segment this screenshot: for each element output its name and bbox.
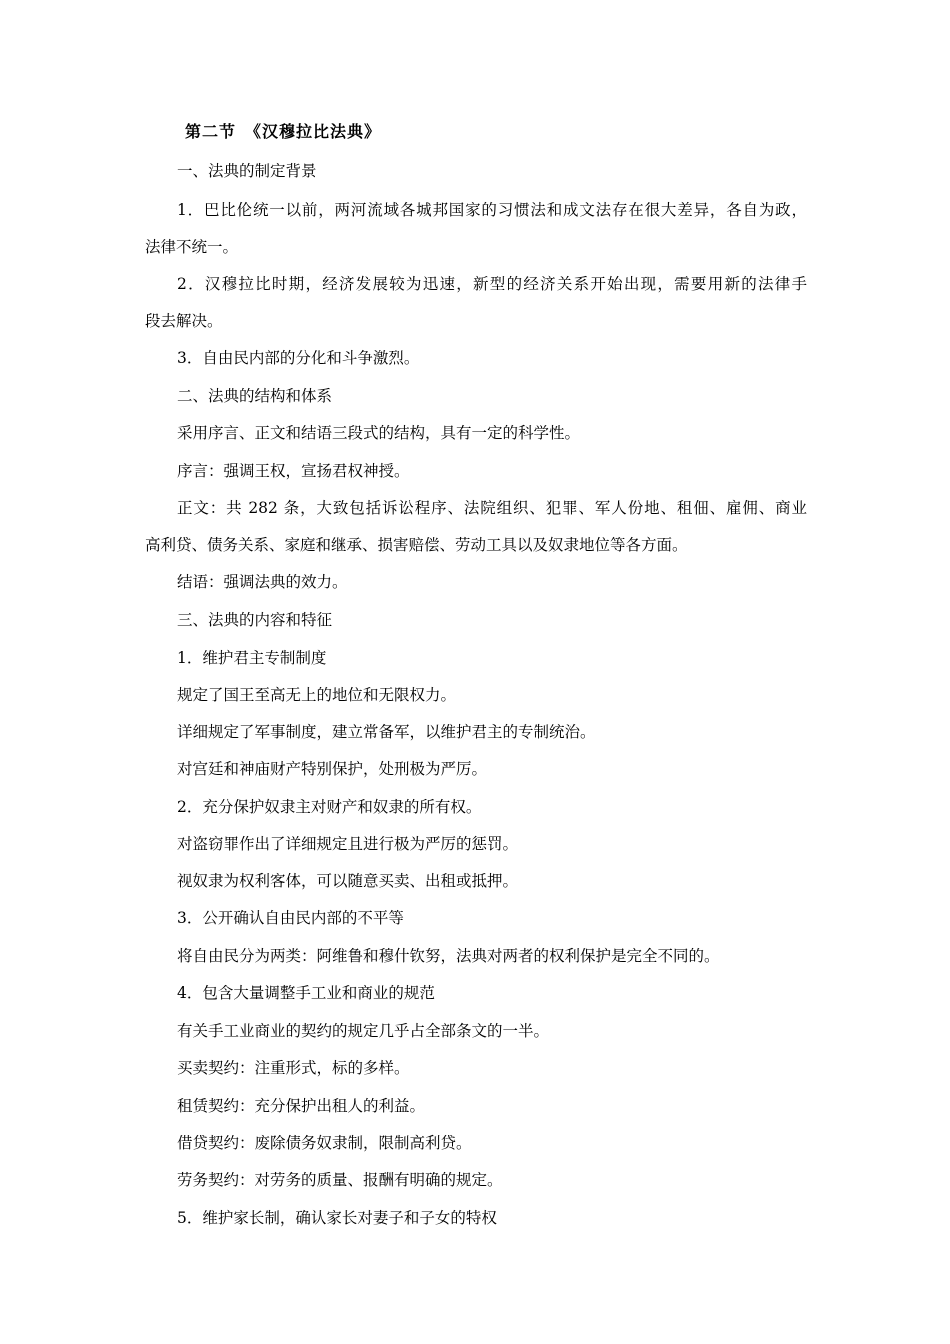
heading-content: 三、法典的内容和特征	[177, 611, 333, 629]
paragraph-3: 3．自由民内部的分化和斗争激烈。	[177, 349, 420, 367]
item-4-d: 借贷契约：废除债务奴隶制，限制高利贷。	[177, 1134, 472, 1152]
main-text-line-2: 高利贷、债务关系、家庭和继承、损害赔偿、劳动工具以及奴隶地位等各方面。	[145, 536, 688, 554]
item-3: 3．公开确认自由民内部的不平等	[177, 909, 404, 927]
item-3-a: 将自由民分为两类：阿维鲁和穆什钦努，法典对两者的权利保护是完全不同的。	[177, 947, 720, 965]
paragraph-2-line-2: 段去解决。	[145, 312, 223, 330]
item-2-a: 对盗窃罪作出了详细规定且进行极为严厉的惩罚。	[177, 835, 519, 853]
item-1-b: 详细规定了军事制度，建立常备军，以维护君主的专制统治。	[177, 723, 596, 741]
item-1-a: 规定了国王至高无上的地位和无限权力。	[177, 686, 457, 704]
heading-structure: 二、法典的结构和体系	[177, 387, 333, 405]
paragraph-2-line-1: 2．汉穆拉比时期，经济发展较为迅速，新型的经济关系开始出现，需要用新的法律手	[177, 275, 807, 293]
item-4-e: 劳务契约：对劳务的质量、报酬有明确的规定。	[177, 1171, 503, 1189]
item-4-c: 租赁契约：充分保护出租人的利益。	[177, 1097, 426, 1115]
item-4: 4．包含大量调整手工业和商业的规范	[177, 984, 435, 1002]
item-4-a: 有关手工业商业的契约的规定几乎占全部条文的一半。	[177, 1022, 550, 1040]
heading-background: 一、法典的制定背景	[177, 162, 317, 180]
item-2: 2．充分保护奴隶主对财产和奴隶的所有权。	[177, 798, 482, 816]
main-text-line-1: 正文：共 282 条，大致包括诉讼程序、法院组织、犯罪、军人份地、租佃、雇佣、商业	[177, 499, 807, 517]
item-5: 5．维护家长制，确认家长对妻子和子女的特权	[177, 1209, 497, 1227]
item-1-c: 对宫廷和神庙财产特别保护，处刑极为严厉。	[177, 760, 488, 778]
item-4-b: 买卖契约：注重形式，标的多样。	[177, 1059, 410, 1077]
paragraph-1-line-1: 1．巴比伦统一以前，两河流域各城邦国家的习惯法和成文法存在很大差异，各自为政，	[177, 201, 807, 219]
section-title: 第二节 《汉穆拉比法典》	[185, 122, 382, 141]
preface-text: 序言：强调王权，宣扬君权神授。	[177, 462, 410, 480]
paragraph-1-line-2: 法律不统一。	[145, 238, 239, 256]
item-1: 1．维护君主专制制度	[177, 649, 327, 667]
structure-overview: 采用序言、正文和结语三段式的结构，具有一定的科学性。	[177, 424, 581, 442]
conclusion-text: 结语：强调法典的效力。	[177, 573, 348, 591]
item-2-b: 视奴隶为权利客体，可以随意买卖、出租或抵押。	[177, 872, 519, 890]
